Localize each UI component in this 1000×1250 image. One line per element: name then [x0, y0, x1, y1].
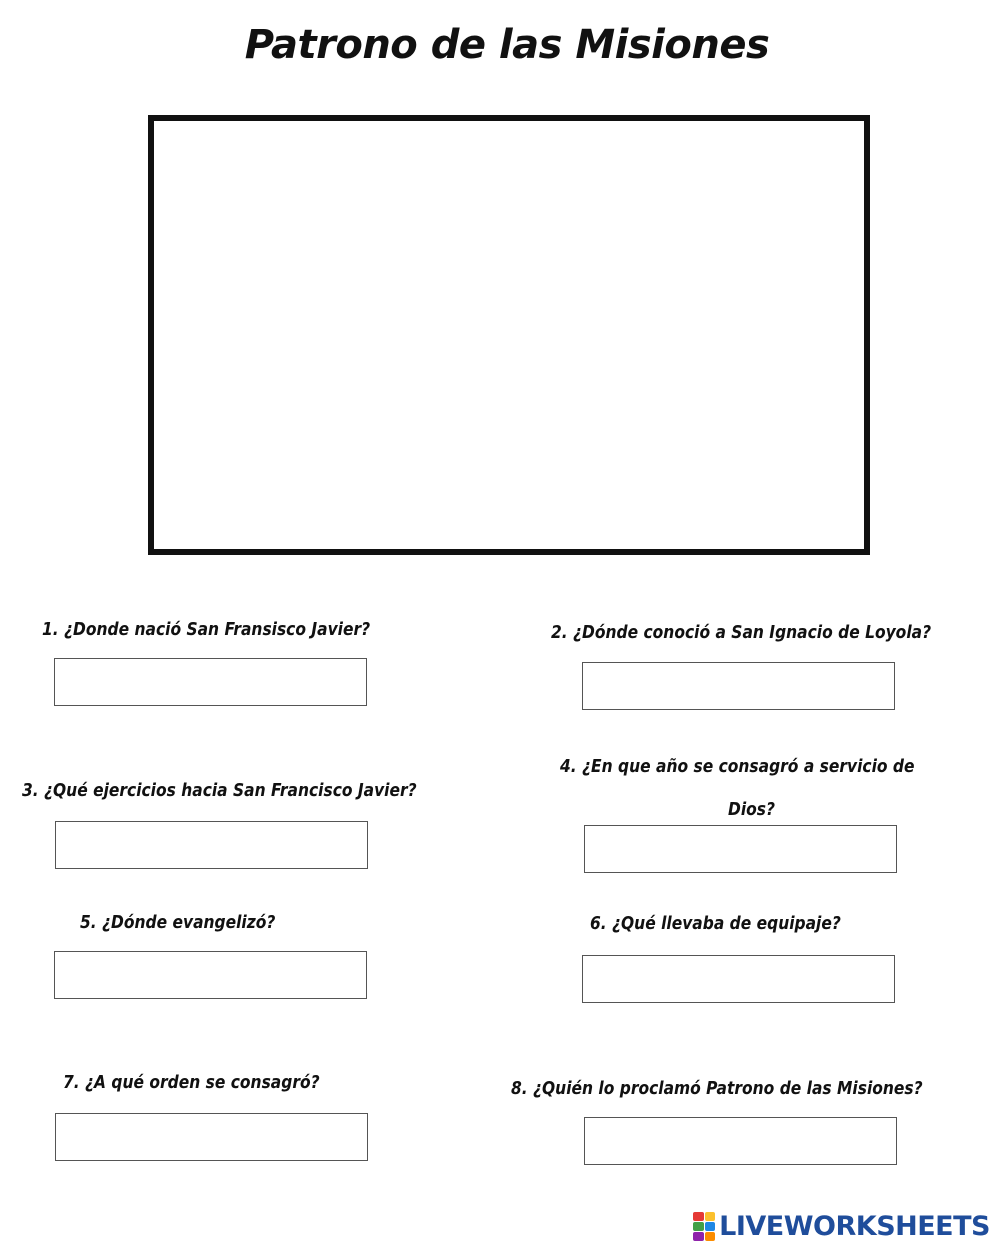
logo-block: [693, 1232, 704, 1241]
question-4-label-line1: 4. ¿En que año se consagró a servicio de: [560, 756, 915, 777]
question-2-label: 2. ¿Dónde conoció a San Ignacio de Loyola?: [551, 622, 932, 643]
question-5-label: 5. ¿Dónde evangelizó?: [80, 912, 276, 933]
logo-block: [705, 1212, 716, 1221]
question-8-label: 8. ¿Quién lo proclamó Patrono de las Misiones?: [511, 1078, 923, 1099]
image-frame: [148, 115, 870, 555]
answer-2-input[interactable]: [582, 662, 895, 710]
liveworksheets-brand: [693, 1211, 990, 1242]
answer-3-input[interactable]: [55, 821, 368, 869]
question-6-label: 6. ¿Qué llevaba de equipaje?: [590, 913, 841, 934]
liveworksheets-logo-icon: [693, 1212, 715, 1242]
worksheet-title: Patrono de las Misiones: [244, 22, 770, 68]
answer-7-input[interactable]: [55, 1113, 368, 1161]
question-1-label: 1. ¿Donde nació San Fransisco Javier?: [42, 619, 371, 640]
logo-block: [693, 1222, 704, 1231]
logo-block: [693, 1212, 704, 1221]
brand-name: LIVEWORKSHEETS: [719, 1211, 990, 1242]
answer-4-input[interactable]: [584, 825, 897, 873]
answer-1-input[interactable]: [54, 658, 367, 706]
logo-block: [705, 1222, 716, 1231]
question-3-label: 3. ¿Qué ejercicios hacia San Francisco Javier?: [22, 780, 417, 801]
answer-5-input[interactable]: [54, 951, 367, 999]
question-4-label-line2: Dios?: [728, 799, 775, 820]
logo-block: [705, 1232, 716, 1241]
answer-6-input[interactable]: [582, 955, 895, 1003]
question-7-label: 7. ¿A qué orden se consagró?: [63, 1072, 320, 1093]
answer-8-input[interactable]: [584, 1117, 897, 1165]
